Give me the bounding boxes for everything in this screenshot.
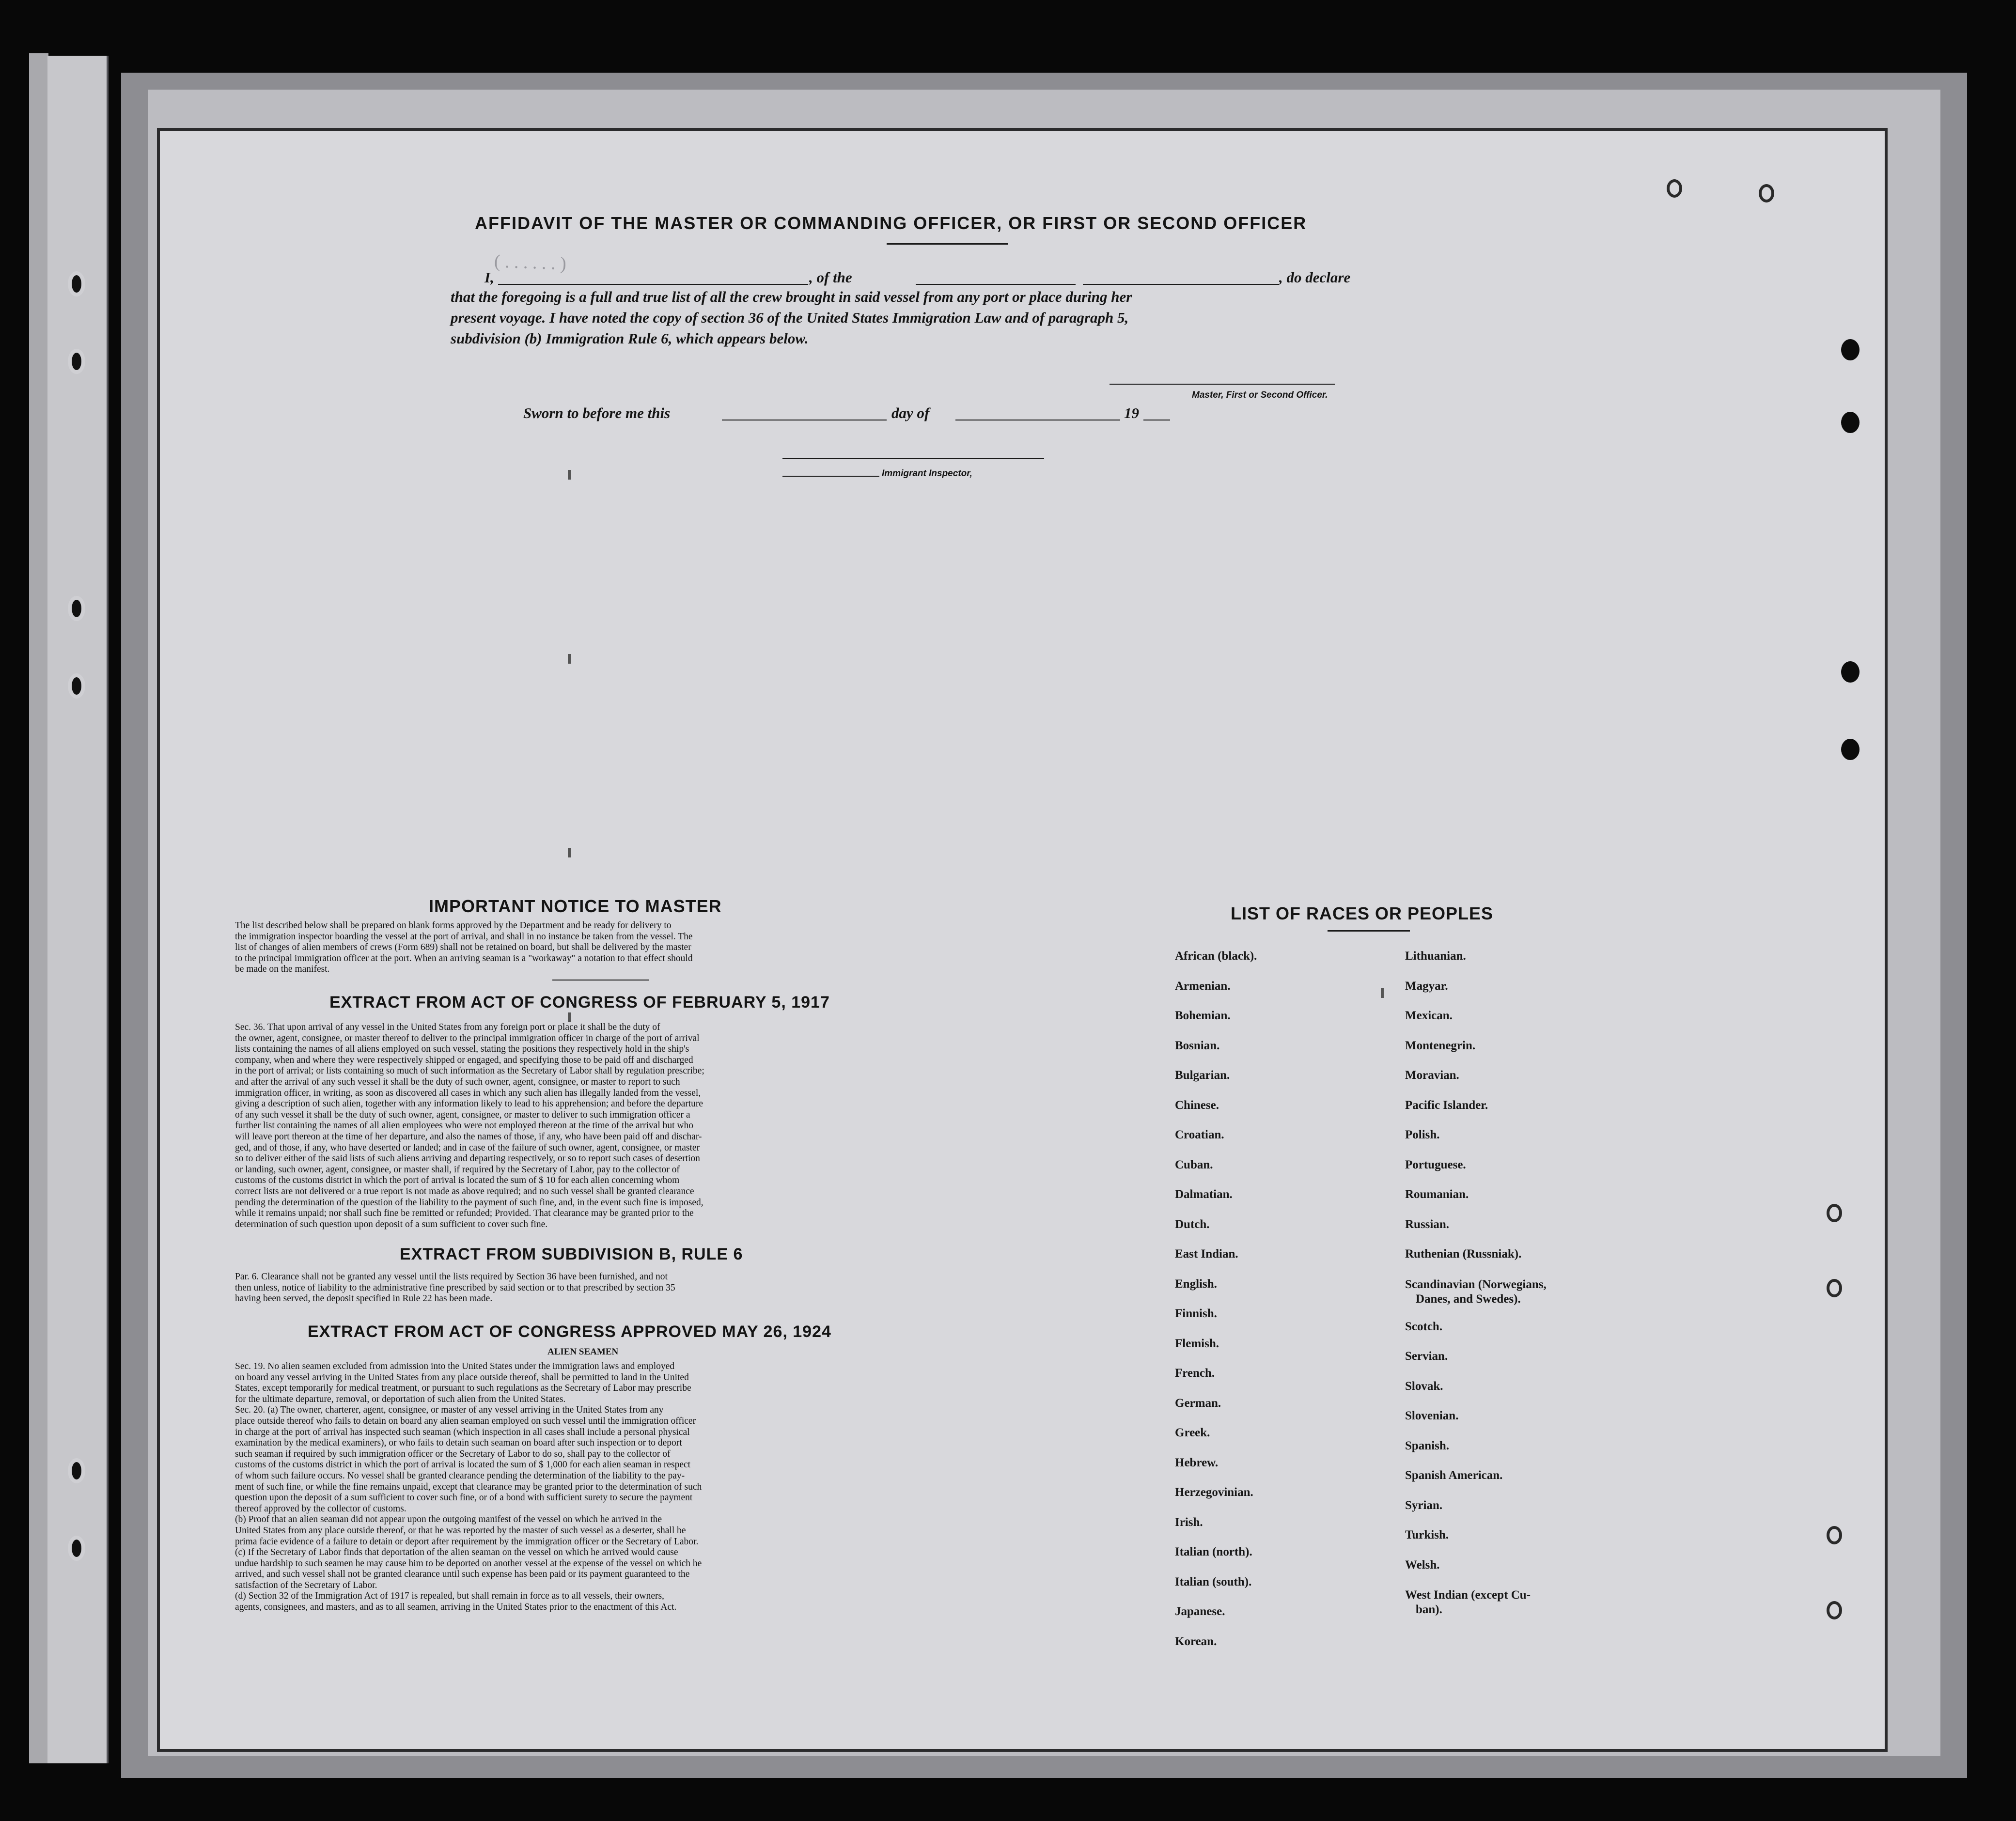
races-title: LIST OF RACES OR PEOPLES xyxy=(1231,903,1494,923)
name-blank xyxy=(498,284,808,285)
text-line: in the port of arrival; or lists containing so much of such information as the Secretary of Labor shall by regulation prescribe; xyxy=(235,1066,704,1076)
page-hole xyxy=(1667,179,1682,198)
text-line: (b) Proof that an alien seaman did not appear upon the outgoing manifest of the vessel on which he arrived in the xyxy=(235,1514,662,1525)
text-line: customs of the customs district in which the port of arrival is located the sum of $ 10 for each alien concerning whom xyxy=(235,1175,680,1186)
text-line: undue hardship to such seamen he may cause him to be deported on another vessel at the expense of the vessel on which he xyxy=(235,1558,702,1569)
text-line: question upon the deposit of a sum sufficient to cover such fine, or of a bond with sufficient surety to secure the payment xyxy=(235,1493,693,1503)
binder-hole xyxy=(68,673,85,699)
page-hole xyxy=(1827,1526,1842,1544)
notice-title: IMPORTANT NOTICE TO MASTER xyxy=(429,896,722,916)
text-line: such seaman if required by such immigration officer or the Secretary of Labor to do so, shall pay to the collector of xyxy=(235,1448,671,1459)
race-item: Turkish. xyxy=(1405,1528,1449,1541)
race-item: West Indian (except Cu- xyxy=(1405,1588,1531,1602)
ink-speck xyxy=(568,1012,571,1022)
race-item: Scotch. xyxy=(1405,1320,1443,1333)
inspector-blank xyxy=(782,458,1044,459)
binder-hole xyxy=(68,1536,85,1561)
race-item-continued: Danes, and Swedes). xyxy=(1416,1292,1521,1306)
extract-rule6-title: EXTRACT FROM SUBDIVISION B, RULE 6 xyxy=(400,1245,743,1263)
signature-blank xyxy=(1110,384,1335,385)
ink-speck xyxy=(568,654,571,664)
race-item: Slovak. xyxy=(1405,1379,1443,1393)
declaration-body: subdivision (b) Immigration Rule 6, which appears below. xyxy=(451,330,809,347)
page-hole xyxy=(1827,1601,1842,1619)
page-hole xyxy=(1841,339,1860,360)
race-item: Finnish. xyxy=(1175,1307,1217,1320)
inspector-label: Immigrant Inspector, xyxy=(882,468,972,479)
text-line: on board any vessel arriving in the United States from any place outside thereof, shall be permitted to land in the United xyxy=(235,1372,689,1383)
text-line: immigration officer, in writing, as soon as discovered all cases in which any such alien has illegally landed from the vessel, xyxy=(235,1088,701,1098)
binder-hole xyxy=(68,349,85,374)
text-line: further list containing the names of all alien employees who were not employed thereon at the time of the arrival but who xyxy=(235,1121,693,1131)
text-line: determination of such question upon deposit of a sum sufficient to cover such fine. xyxy=(235,1219,548,1230)
text-line: so to deliver either of the said lists of such aliens arriving and departing respectively, or so to report such cases of desertion xyxy=(235,1153,700,1164)
text-line: while it remains unpaid; nor shall such fine be remitted or refunded; Provided. That clearance may be granted prior to the xyxy=(235,1208,694,1219)
race-item: Flemish. xyxy=(1175,1337,1219,1350)
sworn-prefix: Sworn to before me this xyxy=(523,405,671,421)
text-line: Sec. 19. No alien seamen excluded from admission into the United States under the immigration laws and employed xyxy=(235,1361,675,1371)
text-line: United States from any place outside thereof, or that he was reported by the master of such vessel as a deserter, shall be xyxy=(235,1525,686,1536)
race-item: Italian (south). xyxy=(1175,1575,1252,1588)
race-item: Italian (north). xyxy=(1175,1545,1252,1558)
race-item: Roumanian. xyxy=(1405,1188,1469,1201)
binder-strip xyxy=(47,56,109,1763)
text-line: to the principal immigration officer at the port. When an arriving seaman is a "workaway" a notation to that effect should xyxy=(235,953,693,964)
race-item: Croatian. xyxy=(1175,1128,1224,1141)
text-line: Sec. 36. That upon arrival of any vessel in the United States from any foreign port or place it shall be the duty of xyxy=(235,1022,660,1032)
declaration-body: present voyage. I have noted the copy of section 36 of the United States Immigration Law and of paragraph 5, xyxy=(451,309,1129,326)
text-line: examination by the medical examiners), or who fails to detain such seaman on board after such inspection or to deport xyxy=(235,1438,682,1448)
race-item: Armenian. xyxy=(1175,979,1231,993)
section-divider xyxy=(552,980,649,981)
text-line: agents, consignees, and masters, and as to all seamen, arriving in the United States prior to the enactment of this Act. xyxy=(235,1602,677,1613)
text-line: and after the arrival of any such vessel it shall be the duty of such owner, agent, consignee, or master to report to such xyxy=(235,1076,680,1087)
page-hole xyxy=(1827,1204,1842,1222)
text-line: ment of such fine, or while the fine remains unpaid, except that clearance may be granted prior to the determination of such xyxy=(235,1481,702,1492)
binder-hole xyxy=(68,271,85,296)
extract-rule6-text xyxy=(235,1272,962,1305)
text-line: the immigration inspector boarding the vessel at the port of arrival, and shall in no instance be taken from the vessel. The xyxy=(235,931,693,942)
races-left-column xyxy=(1175,949,1257,1665)
ink-speck xyxy=(568,848,571,857)
text-line: prima facie evidence of a failure to detain or deport after requirement by the immigration officer or the Secretary of Labor. xyxy=(235,1536,699,1547)
notice-text xyxy=(235,920,962,975)
race-item: Slovenian. xyxy=(1405,1409,1459,1422)
text-line: arrived, and such vessel shall not be granted clearance until such expense has been paid or its payment guaranteed to the xyxy=(235,1569,690,1580)
race-item: French. xyxy=(1175,1367,1215,1380)
sworn-year: 19 xyxy=(1124,405,1139,421)
text-line: (d) Section 32 of the Immigration Act of 1917 is repealed, but shall remain in force as to all vessels, their owners, xyxy=(235,1591,664,1602)
race-item: African (black). xyxy=(1175,949,1257,963)
page-hole xyxy=(1759,184,1774,202)
race-item: Magyar. xyxy=(1405,979,1448,993)
sworn-day: day of xyxy=(891,405,930,421)
text-line: thereof approved by the collector of customs. xyxy=(235,1503,406,1514)
text-line: for the ultimate departure, removal, or deportation of such alien from the United States. xyxy=(235,1394,566,1404)
race-item: Mexican. xyxy=(1405,1009,1453,1022)
extract-1924-subtitle: ALIEN SEAMEN xyxy=(547,1347,619,1357)
race-item: Syrian. xyxy=(1405,1498,1443,1512)
text-line: the owner, agent, consignee, or master thereof to deliver to the principal immigration officer in charge of the port of arrival xyxy=(235,1033,700,1043)
ink-speck xyxy=(1381,988,1384,998)
race-item: Spanish American. xyxy=(1405,1469,1503,1482)
text-line: list of changes of alien members of crews (Form 689) shall not be retained on board, but shall be delivered by the master xyxy=(235,942,691,952)
race-item: Montenegrin. xyxy=(1405,1039,1476,1052)
extract-1917-title: EXTRACT FROM ACT OF CONGRESS OF FEBRUARY 5, 1917 xyxy=(329,993,830,1012)
text-line: having been served, the deposit specified in Rule 22 has been made. xyxy=(235,1293,493,1304)
binder-edge xyxy=(29,53,48,1763)
race-item: English. xyxy=(1175,1277,1217,1291)
race-item: East Indian. xyxy=(1175,1247,1238,1261)
extract-1917-text xyxy=(235,1022,962,1230)
text-line: of whom such failure occurs. No vessel shall be granted clearance pending the determination of the liability to the pay- xyxy=(235,1470,685,1481)
race-item-continued: ban). xyxy=(1416,1603,1442,1616)
signature-label: Master, First or Second Officer. xyxy=(1192,390,1328,400)
race-item: Chinese. xyxy=(1175,1098,1219,1112)
race-item: Dutch. xyxy=(1175,1217,1210,1231)
text-line: customs of the customs district in which the port of arrival is located the sum of $ 1,000 for each alien seaman in respect xyxy=(235,1460,691,1470)
race-item: Lithuanian. xyxy=(1405,949,1466,963)
handwritten-note: ( . . . . . . ) xyxy=(494,251,567,274)
race-item: Servian. xyxy=(1405,1350,1448,1363)
text-line: satisfaction of the Secretary of Labor. xyxy=(235,1580,377,1590)
page-hole xyxy=(1841,739,1860,760)
race-item: Irish. xyxy=(1175,1515,1203,1529)
declaration-i: I, xyxy=(484,269,494,286)
race-item: German. xyxy=(1175,1396,1221,1410)
race-item: Cuban. xyxy=(1175,1158,1213,1171)
text-line: place outside thereof who fails to detain on board any alien seaman employed on such vessel until the immigration officer xyxy=(235,1416,696,1426)
ink-speck xyxy=(568,470,571,480)
races-title-underline xyxy=(1328,930,1410,932)
text-line: pending the determination of the question of the liability to the payment of such fine, and, in the event such fine is imposed, xyxy=(235,1197,703,1208)
races-right-column xyxy=(1405,949,1547,1617)
race-item: Herzegovinian. xyxy=(1175,1486,1253,1499)
extract-1924-title: EXTRACT FROM ACT OF CONGRESS APPROVED MAY 26, 1924 xyxy=(308,1323,831,1341)
text-line: States, except temporarily for medical treatment, or pursuant to such regulations as the Secretary of Labor may prescribe xyxy=(235,1383,691,1394)
affidavit-title: AFFIDAVIT OF THE MASTER OR COMMANDING OFFICER, OR FIRST OR SECOND OFFICER xyxy=(475,213,1307,233)
race-item: Dalmatian. xyxy=(1175,1188,1233,1201)
race-item: Bohemian. xyxy=(1175,1009,1231,1022)
page-hole xyxy=(1841,661,1860,683)
text-line: company, when and where they were respectively shipped or engaged, and specifying those to be paid off and discharged xyxy=(235,1055,693,1065)
extract-1924-text xyxy=(235,1361,962,1613)
text-line: lists containing the names of all aliens employed on such vessel, stating the positions they respectively hold in the ship's xyxy=(235,1044,689,1055)
declaration-do-declare: , do declare xyxy=(1279,269,1351,286)
text-line: giving a description of such alien, together with any information likely to lead to his apprehension; and before the departure xyxy=(235,1099,703,1109)
manifest-page xyxy=(160,131,1885,1749)
race-item: Scandinavian (Norwegians, xyxy=(1405,1277,1547,1291)
race-item: Ruthenian (Russniak). xyxy=(1405,1247,1522,1261)
declaration-body: that the foregoing is a full and true list of all the crew brought in said vessel from any port or place during her xyxy=(451,288,1132,305)
text-line: ged, and of those, if any, who have deserted or landed; and in case of the failure of such owner, agent, consignee, or master xyxy=(235,1142,700,1153)
race-item: Spanish. xyxy=(1405,1439,1450,1452)
text-line: (c) If the Secretary of Labor finds that deportation of the alien seaman on the vessel on which he arrived would cause xyxy=(235,1547,678,1558)
race-item: Japanese. xyxy=(1175,1605,1225,1618)
text-line: will leave port thereon at the time of her departure, and also the names of those, if any, who have been paid off and dischar- xyxy=(235,1131,702,1142)
race-item: Russian. xyxy=(1405,1217,1450,1231)
inspector-blank-2 xyxy=(782,476,879,477)
text-line: then unless, notice of liability to the administrative fine prescribed by said section or to that prescribed by section 35 xyxy=(235,1282,675,1293)
race-item: Portuguese. xyxy=(1405,1158,1466,1171)
text-line: Sec. 20. (a) The owner, charterer, agent, consignee, or master of any vessel arriving in the United States from any xyxy=(235,1405,664,1416)
text-line: in charge at the port of arrival has inspected such seaman (which inspection in all cases shall include a personal physical xyxy=(235,1427,690,1437)
title-underline xyxy=(887,243,1008,245)
declaration-of-the: , of the xyxy=(809,269,852,286)
text-line: be made on the manifest. xyxy=(235,964,330,974)
race-item: Polish. xyxy=(1405,1128,1440,1141)
port-blank xyxy=(1083,284,1279,285)
race-item: Korean. xyxy=(1175,1634,1217,1648)
race-item: Hebrew. xyxy=(1175,1456,1219,1469)
text-line: Par. 6. Clearance shall not be granted any vessel until the lists required by Section 36 have been furnished, and not xyxy=(235,1272,668,1282)
page-hole xyxy=(1827,1279,1842,1297)
page-hole xyxy=(1841,412,1860,433)
vessel-blank xyxy=(916,284,1076,285)
binder-hole xyxy=(68,596,85,621)
text-line: The list described below shall be prepared on blank forms approved by the Department and be ready for delivery to xyxy=(235,920,672,931)
text-line: correct lists are not delivered or a true report is not made as above required; and no such vessel shall be granted clearance xyxy=(235,1186,694,1197)
race-item: Pacific Islander. xyxy=(1405,1098,1488,1112)
race-item: Welsh. xyxy=(1405,1558,1440,1572)
race-item: Moravian. xyxy=(1405,1069,1459,1082)
race-item: Greek. xyxy=(1175,1426,1210,1439)
race-item: Bulgarian. xyxy=(1175,1069,1230,1082)
race-item: Bosnian. xyxy=(1175,1039,1220,1052)
binder-hole xyxy=(68,1458,85,1483)
text-line: or landing, such owner, agent, consignee, or master shall, if required by the Secretary of Labor, pay to the collector of xyxy=(235,1164,680,1175)
text-line: of any such vessel it shall be the duty of such owner, agent, consignee, or master to deliver to such immigration officer a xyxy=(235,1109,690,1120)
